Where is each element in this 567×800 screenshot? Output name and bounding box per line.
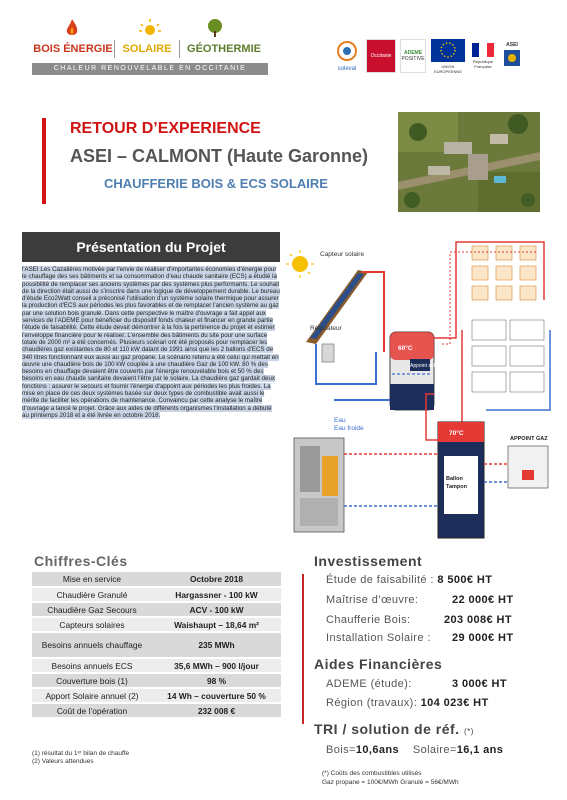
logo-word-solaire: SOLAIRE xyxy=(114,40,180,58)
row-value: 35,6 MWh – 900 l/jour xyxy=(152,658,281,673)
invest-row-solaire: Installation Solaire : xyxy=(326,632,431,644)
aide-row-ademe: ADEME (étude): xyxy=(326,678,412,690)
partner-logo-occitanie: Occitanie xyxy=(366,39,396,73)
finance-accent-line xyxy=(302,574,304,724)
regulator xyxy=(322,344,334,362)
row-label: Apport Solaire annuel (2) xyxy=(32,688,152,703)
label-temp-ecs: 60°C xyxy=(398,345,413,352)
label-eau-froide-2: Eau froide xyxy=(334,425,364,432)
presentation-text xyxy=(22,266,280,419)
logo-tagline: CHALEUR RENOUVELABLE EN OCCITANIE xyxy=(32,63,268,75)
row-label: Capteurs solaires xyxy=(32,617,152,632)
invest-amount-bois: 203 008€ HT xyxy=(444,614,512,626)
ecs-tank xyxy=(390,332,434,410)
label-eau-froide-1: Eau xyxy=(334,417,346,424)
flame-icon xyxy=(65,18,79,38)
radiators xyxy=(472,320,544,392)
note-1: (1) résultat du 1ᵉʳ bilan de chauffe xyxy=(32,750,130,757)
aide-row-region: Région (travaux): 104 023€ HT xyxy=(326,697,489,709)
label-tampon: Tampon xyxy=(446,484,467,490)
row-label: Besoins annuels ECS xyxy=(32,658,152,673)
row-label: Mise en service xyxy=(32,572,152,587)
installation-diagram xyxy=(286,234,562,544)
footnote-line-1: (*) Coûts des combustibles utilisés xyxy=(322,770,422,777)
buildings-hot-water xyxy=(472,246,536,300)
label-temp-tampon: 70°C xyxy=(449,430,464,437)
partner-logo-asei: ASEI xyxy=(500,39,524,73)
presentation-heading: Présentation du Projet xyxy=(22,232,280,262)
title-subject: CHAUFFERIE BOIS & ECS SOLAIRE xyxy=(104,176,328,191)
label-capteur: Capteur solaire xyxy=(320,251,365,258)
table-row xyxy=(32,632,281,658)
partner-logo-republique: République Française xyxy=(470,39,496,73)
tri-title: TRI / solution de réf. (*) xyxy=(314,721,474,737)
row-label: Chaudière Granulé xyxy=(32,587,152,602)
logo xyxy=(32,18,268,80)
logo-word-bois: BOIS ÉNERGIE xyxy=(33,43,113,55)
logo-word-geothermie: GÉOTHERMIE xyxy=(187,43,261,55)
row-label: Chaudière Gaz Secours xyxy=(32,602,152,617)
presentation-paragraph: l'ASEI Les Cazalières motivée par l'envie de réaliser d'importantes économies d'énergie pour le chauffage des ses bâtiments et sa consommation d'eau chaude sanitaire (ECS) a étudié la possibilité de remplacer ses anciens systèmes par des systèmes plus performants. Le souhait de la direction était aussi de s'inscrire dans une logique de développement durable. Le bureau d'étude Eco2Watt conseil a préconisé l'utilisation d'un système solaire thermique pour assurer la production d'ECS aux périodes les plus favorables et de remplacer l'ancien système au gaz par une solution bois granulé. Dans cette perspective le maître d'ouvrage a fait appel aux services de l'ADEME pour bénéficier du dispositif fonds chaleur et financer en grande partie l'étude de faisabilité. Cette étude devait démontrer à la fois la pertinence du projet et estimer l'enveloppe financière pour le réaliser. L'ensemble des bâtiments du site pour une surface totale de 2000 m² a été concernés. Plusieurs scénari ont été proposés pour remplacer les chaudières gaz existantes de 80 et 110 kW datant de 1991 ainsi que les 2 ballons d'ECS de 340 litres fonctionnant eux aussi au gaz propane. Le scénario retenu a été celui qui mettait en œuvre une chaudière bois de 100 kW couplée à une chaudière Gaz de 100 kW. 80 % des besoins en chauffage devaient être couverts par l'énergie renouvelable bois et 50 % des besoins en eau chaude sanitaire devaient l'être par le solaire. La chaudière gaz gardait deux fonctions : assurer le secours et fournir l'énergie d'appoint aux périodes les plus froides. La mise en place de ces deux systèmes basée sur deux types de combustible avait aussi le mérite de faciliter les opérations de maintenance. Convaincu par cette analyse le maître d'ouvrage a lancé le projet. Grâce aux aides de différents organismes l'installation a débuté au printemps 2018 et a été livrée en octobre 2018. xyxy=(22,266,280,419)
chiffres-title: Chiffres-Clés xyxy=(34,553,128,569)
partner-logo-ademe: ADEME POSITIVE xyxy=(400,39,426,73)
tri-values: Bois=10,6ans Solaire=16,1 ans xyxy=(326,744,504,756)
asei-icon xyxy=(502,48,522,68)
row-value: Waishaupt – 18,64 m² xyxy=(152,617,281,632)
table-notes xyxy=(32,750,129,766)
row-label: Coût de l’opération xyxy=(32,703,152,718)
row-value: 232 008 € xyxy=(152,703,281,718)
row-value: Octobre 2018 xyxy=(152,572,281,587)
table-row xyxy=(32,587,281,602)
sun-icon xyxy=(138,18,162,38)
gas-boiler xyxy=(508,446,548,488)
invest-row-bois: Chaufferie Bois: xyxy=(326,614,411,626)
row-value: Hargassner - 100 kW xyxy=(152,587,281,602)
invest-row-moe: Maîtrise d’œuvre: xyxy=(326,594,419,606)
row-label: Couverture bois (1) xyxy=(32,673,152,688)
label-ballon: Ballon xyxy=(446,476,463,482)
aide-amount-ademe: 3 000€ HT xyxy=(452,678,507,690)
table-row xyxy=(32,703,281,718)
french-flag-icon xyxy=(472,43,494,57)
title-retour: RETOUR D’EXPERIENCE xyxy=(70,120,261,137)
note-2: (2) Valeurs attendues xyxy=(32,758,94,765)
svg-text:soleval: soleval xyxy=(337,66,357,72)
row-value: 98 % xyxy=(152,673,281,688)
row-value: 14 Wh – couverture 50 % xyxy=(152,688,281,703)
invest-amount-moe: 22 000€ HT xyxy=(452,594,514,606)
table-row xyxy=(32,572,281,587)
table-row xyxy=(32,688,281,703)
row-value: ACV - 100 kW xyxy=(152,602,281,617)
title-accent-bar xyxy=(42,118,46,204)
partner-logos xyxy=(332,36,524,76)
table-row xyxy=(32,658,281,673)
label-regulateur: Régulateur xyxy=(310,325,342,332)
table-row xyxy=(32,602,281,617)
chiffres-table xyxy=(32,572,281,719)
partner-logo-eu: UNION EUROPEENNE xyxy=(430,39,466,73)
invest-row-etude: Étude de faisabilité : 8 500€ HT xyxy=(326,574,493,586)
tree-icon xyxy=(204,18,226,38)
wood-boiler xyxy=(294,438,344,532)
table-row xyxy=(32,673,281,688)
solar-panel xyxy=(306,270,368,344)
invest-amount-solaire: 29 000€ HT xyxy=(452,632,514,644)
table-row xyxy=(32,617,281,632)
sun-icon xyxy=(286,250,314,278)
row-value: 235 MWh xyxy=(152,632,281,658)
soleval-icon xyxy=(332,39,362,73)
aides-title: Aides Financières xyxy=(314,656,443,672)
footnote-line-2: Gaz propane = 100€/MWh Granulé = 56€/MWh xyxy=(322,779,459,786)
label-appoint-solaire: Appoint solaire xyxy=(410,363,444,369)
label-appoint-gaz: APPOINT GAZ xyxy=(510,436,548,442)
partner-logo-soleval xyxy=(332,39,362,73)
row-label: Besoins annuels chauffage xyxy=(32,632,152,658)
title-site: ASEI – CALMONT (Haute Garonne) xyxy=(70,146,369,166)
eu-flag-icon xyxy=(431,39,465,62)
aerial-photo xyxy=(398,112,540,212)
investissement-title: Investissement xyxy=(314,553,423,569)
